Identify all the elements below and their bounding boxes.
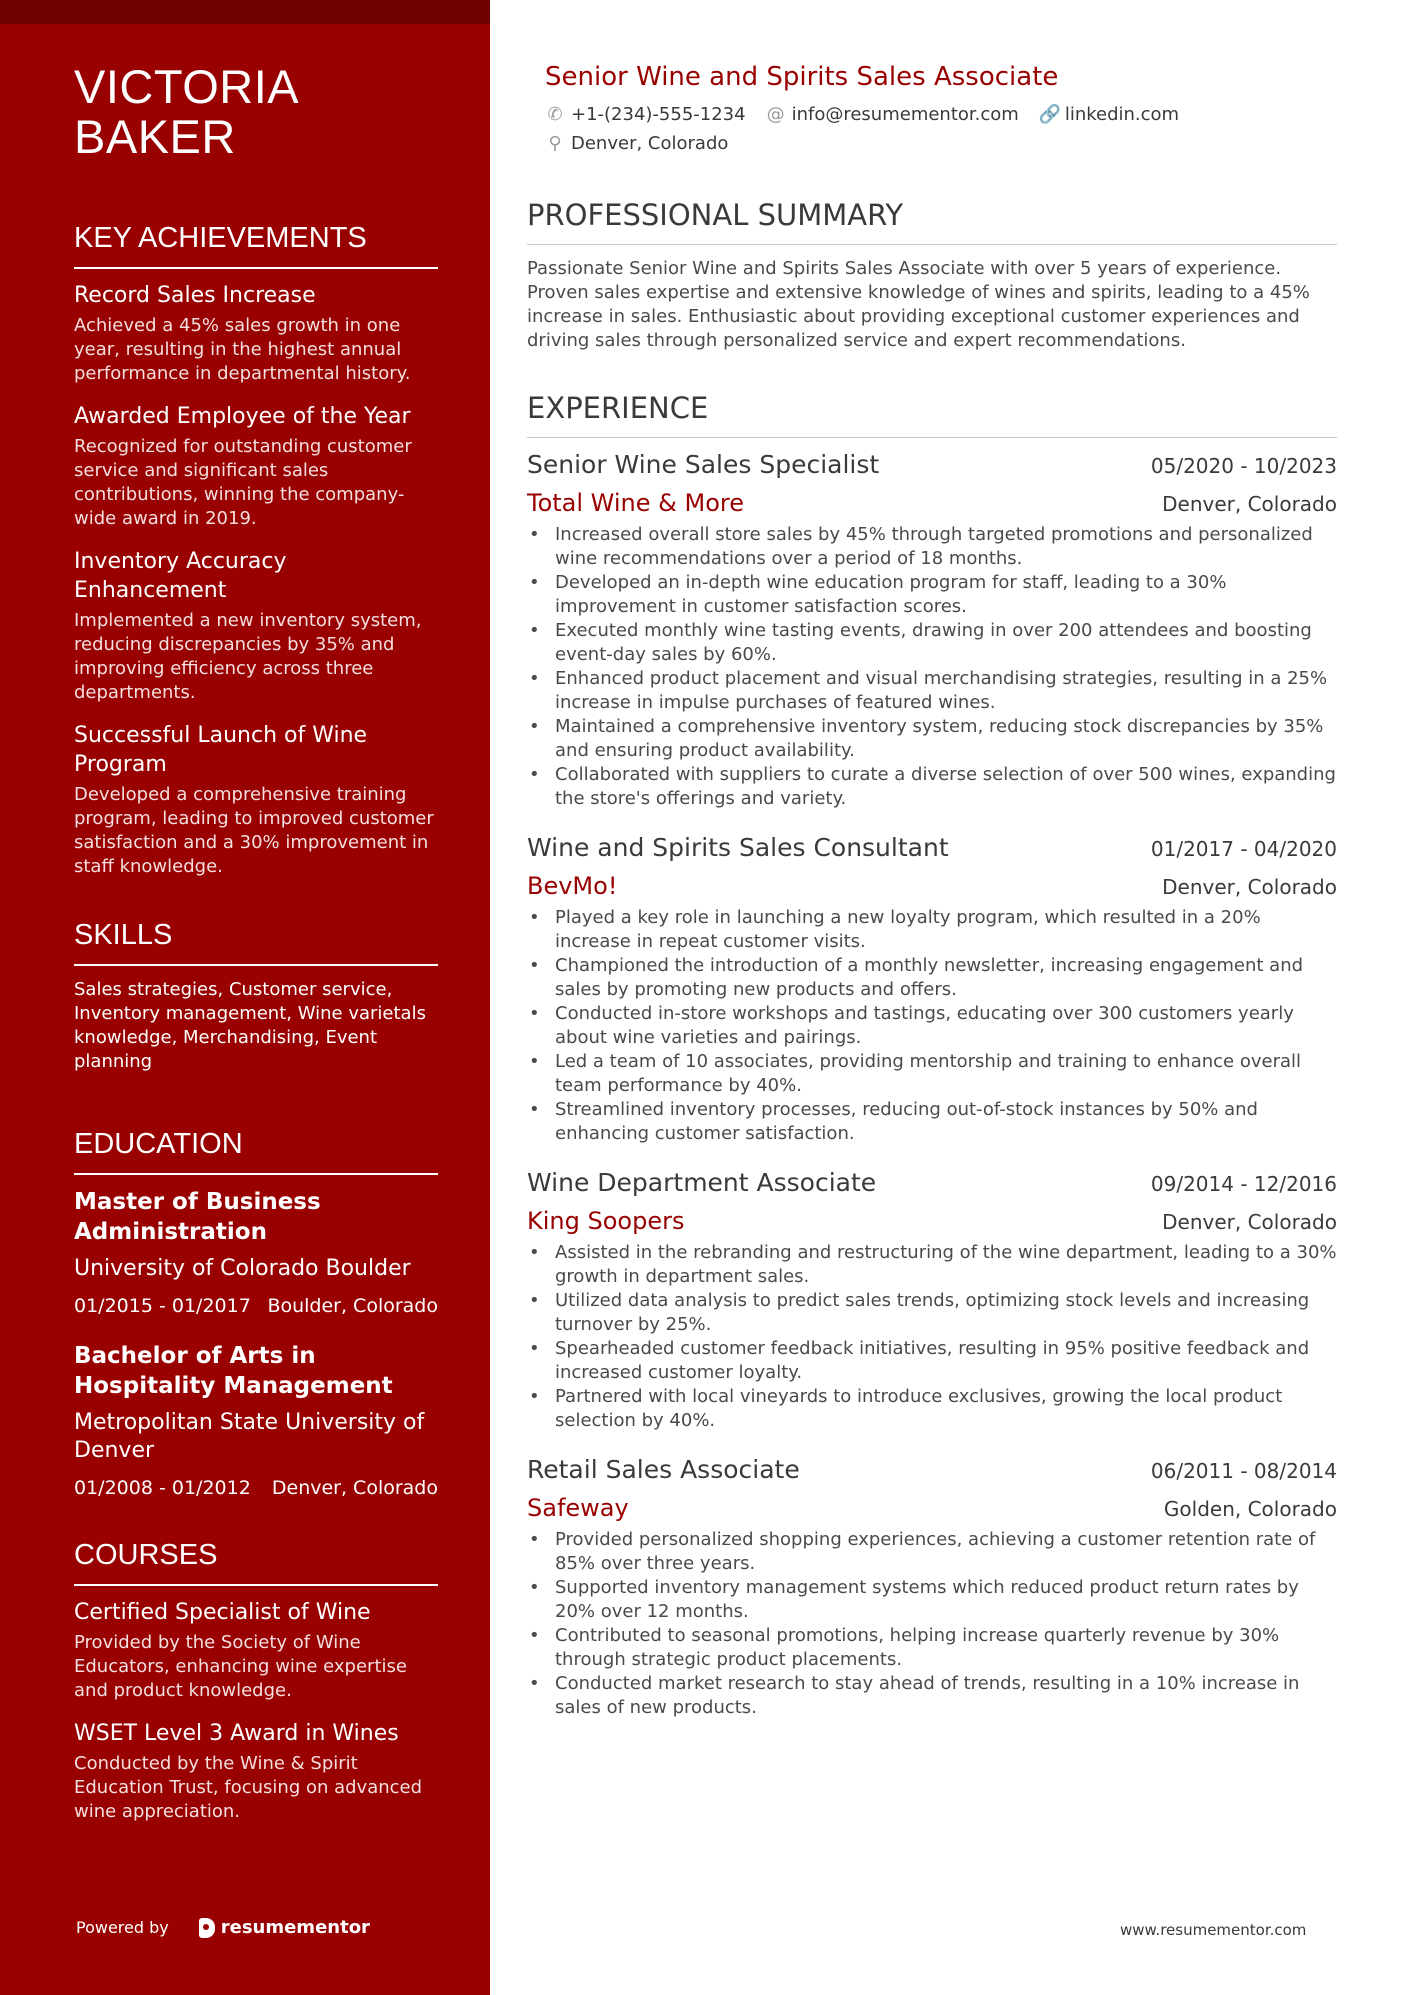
- job-bullet: • Increased overall store sales by 45% through targeted promotions and personalized wine recommendations over a period of 18 months.: [527, 523, 1337, 571]
- course-desc: Conducted by the Wine & Spirit Education Trust, focusing on advanced wine appreciation.: [74, 1753, 423, 1822]
- achievements-heading: KEY ACHIEVEMENTS: [74, 222, 438, 269]
- job-bullets: [527, 1241, 1337, 1433]
- sidebar: [0, 0, 490, 1995]
- linkedin-text: linkedin.com: [1064, 104, 1180, 125]
- achievement-desc: Achieved a 45% sales growth in one year, resulting in the highest annual performance in departmental history.: [74, 315, 411, 384]
- achievement-desc: Implemented a new inventory system, reducing discrepancies by 35% and improving efficiency across three departments.: [74, 610, 422, 703]
- job-role: Retail Sales Associate: [527, 1455, 800, 1484]
- edu-location: Denver, Colorado: [271, 1477, 438, 1499]
- footer-site-url[interactable]: www.resumementor.com: [1120, 1921, 1307, 1939]
- job-bullet: • Conducted market research to stay ahead of trends, resulting in a 10% increase in sales of new products.: [527, 1672, 1337, 1720]
- job-bullet: • Supported inventory management systems which reduced product return rates by 20% over 12 months.: [527, 1576, 1337, 1624]
- job-role: Wine and Spirits Sales Consultant: [527, 833, 949, 862]
- job-bullet: • Utilized data analysis to predict sales trends, optimizing stock levels and increasing turnover by 25%.: [527, 1289, 1337, 1337]
- job-bullet: • Partnered with local vineyards to introduce exclusives, growing the local product selection by 40%.: [527, 1385, 1337, 1433]
- main-content: [527, 62, 1337, 1742]
- education-heading: EDUCATION: [74, 1128, 438, 1175]
- linkedin-contact[interactable]: [1039, 104, 1179, 125]
- job-location: Denver, Colorado: [1162, 492, 1337, 516]
- job-bullet: • Played a key role in launching a new loyalty program, which resulted in a 20% increase in repeat customer visits.: [527, 906, 1337, 954]
- job-bullet: • Collaborated with suppliers to curate a diverse selection of over 500 wines, expanding the store's offerings and variety.: [527, 763, 1337, 811]
- job-dates: 09/2014 - 12/2016: [1150, 1172, 1337, 1196]
- education-item: [74, 1341, 438, 1499]
- job-bullets: [527, 1528, 1337, 1720]
- job-company: BevMo!: [527, 872, 618, 900]
- edu-location: Boulder, Colorado: [267, 1295, 438, 1317]
- edu-school: University of Colorado Boulder: [74, 1256, 411, 1281]
- candidate-name: [74, 62, 438, 162]
- job-bullet: • Executed monthly wine tasting events, drawing in over 200 attendees and boosting event-day sales by 60%.: [527, 619, 1337, 667]
- powered-by-label: Powered by: [76, 1918, 169, 1937]
- job-bullet: • Maintained a comprehensive inventory system, reducing stock discrepancies by 35% and ensuring product availability.: [527, 715, 1337, 763]
- achievement-title: Successful Launch of Wine Program: [74, 723, 368, 777]
- course-title: Certified Specialist of Wine: [74, 1600, 371, 1625]
- achievement-item: [74, 402, 438, 531]
- edu-degree: Bachelor of Arts in Hospitality Management: [74, 1343, 393, 1399]
- experience-section: [527, 391, 1337, 1720]
- phone-contact[interactable]: [545, 104, 746, 125]
- edu-meta: [74, 1477, 438, 1499]
- achievement-item: [74, 281, 438, 386]
- job-location: Denver, Colorado: [1162, 1210, 1337, 1234]
- edu-dates: 01/2008 - 01/2012: [74, 1477, 251, 1499]
- achievement-title: Inventory Accuracy Enhancement: [74, 549, 287, 603]
- summary-text: Passionate Senior Wine and Spirits Sales Associate with over 5 years of experience. Proven sales expertise and extensive knowledge of wines and spirits, leading to a 45% increase in sales. Enthusiastic about providing exceptional customer experiences and driving sales through personalized service and expert recommendations.: [527, 258, 1310, 351]
- job-entry: [527, 1168, 1337, 1433]
- job-bullet: • Developed an in-depth wine education program for staff, leading to a 30% improvement in customer satisfaction scores.: [527, 571, 1337, 619]
- achievement-item: [74, 547, 438, 705]
- job-company: Safeway: [527, 1494, 629, 1522]
- brand-logo-icon: [199, 1918, 215, 1938]
- courses-heading: COURSES: [74, 1539, 438, 1586]
- course-item: [74, 1719, 438, 1824]
- location-contact: [545, 133, 728, 154]
- brand-name: resumementor: [220, 1917, 370, 1938]
- job-company: Total Wine & More: [527, 489, 744, 517]
- job-dates: 05/2020 - 10/2023: [1150, 454, 1337, 478]
- achievement-desc: Recognized for outstanding customer service and significant sales contributions, winning the company-wide award in 2019.: [74, 436, 412, 529]
- achievement-title: Record Sales Increase: [74, 283, 316, 308]
- target-job-title: Senior Wine and Spirits Sales Associate: [545, 62, 1059, 92]
- job-entry: [527, 450, 1337, 811]
- sidebar-top-bar: [0, 0, 490, 24]
- job-dates: 01/2017 - 04/2020: [1150, 837, 1337, 861]
- skills-list: Sales strategies, Customer service, Inventory management, Wine varietals knowledge, Merchandising, Event planning: [74, 979, 426, 1072]
- edu-dates: 01/2015 - 01/2017: [74, 1295, 251, 1317]
- phone-icon: ✆: [547, 104, 563, 125]
- last-name: BAKER: [74, 110, 236, 163]
- location-row: [545, 133, 1337, 154]
- brand-logo[interactable]: [199, 1917, 370, 1938]
- email-contact[interactable]: [766, 104, 1019, 125]
- job-bullet: • Championed the introduction of a monthly newsletter, increasing engagement and sales by promoting new products and offers.: [527, 954, 1337, 1002]
- at-icon: @: [766, 104, 785, 125]
- summary-heading: PROFESSIONAL SUMMARY: [527, 198, 1337, 245]
- job-bullet: • Led a team of 10 associates, providing mentorship and training to enhance overall team performance by 40%.: [527, 1050, 1337, 1098]
- course-title: WSET Level 3 Award in Wines: [74, 1721, 399, 1746]
- job-role: Wine Department Associate: [527, 1168, 877, 1197]
- job-bullets: [527, 906, 1337, 1146]
- link-icon: 🔗: [1038, 104, 1062, 125]
- job-bullet: • Contributed to seasonal promotions, helping increase quarterly revenue by 30% through strategic product placements.: [527, 1624, 1337, 1672]
- education-item: [74, 1187, 438, 1317]
- job-bullet: • Streamlined inventory processes, reducing out-of-stock instances by 50% and enhancing customer satisfaction.: [527, 1098, 1337, 1146]
- job-entry: [527, 833, 1337, 1146]
- first-name: VICTORIA: [74, 60, 300, 113]
- job-location: Golden, Colorado: [1163, 1497, 1337, 1521]
- email-text: info@resumementor.com: [791, 104, 1019, 125]
- job-company: King Soopers: [527, 1207, 685, 1235]
- powered-by: [76, 1917, 370, 1938]
- skills-heading: SKILLS: [74, 919, 438, 966]
- map-pin-icon: ⚲: [548, 133, 562, 154]
- contact-row: [545, 104, 1337, 125]
- job-role: Senior Wine Sales Specialist: [527, 450, 880, 479]
- edu-degree: Master of Business Administration: [74, 1189, 321, 1245]
- achievement-desc: Developed a comprehensive training program, leading to improved customer satisfaction and a 30% improvement in staff knowledge.: [74, 784, 434, 877]
- education-section: [74, 1128, 438, 1499]
- edu-meta: [74, 1295, 438, 1317]
- achievement-item: [74, 721, 438, 879]
- job-bullets: [527, 523, 1337, 811]
- job-entry: [527, 1455, 1337, 1720]
- summary-section: [527, 198, 1337, 353]
- courses-section: [74, 1539, 438, 1824]
- edu-school: Metropolitan State University of Denver: [74, 1410, 425, 1463]
- job-bullet: • Provided personalized shopping experiences, achieving a customer retention rate of 85% over three years.: [527, 1528, 1337, 1576]
- location-text: Denver, Colorado: [571, 133, 729, 154]
- job-bullet: • Enhanced product placement and visual merchandising strategies, resulting in a 25% increase in impulse purchases of featured wines.: [527, 667, 1337, 715]
- achievements-section: [74, 222, 438, 879]
- course-desc: Provided by the Society of Wine Educators, enhancing wine expertise and product knowledge.: [74, 1632, 407, 1701]
- course-item: [74, 1598, 438, 1703]
- skills-section: [74, 919, 438, 1074]
- achievement-title: Awarded Employee of the Year: [74, 404, 411, 429]
- job-bullet: • Spearheaded customer feedback initiatives, resulting in 95% positive feedback and increased customer loyalty.: [527, 1337, 1337, 1385]
- job-location: Denver, Colorado: [1162, 875, 1337, 899]
- experience-heading: EXPERIENCE: [527, 391, 1337, 438]
- job-bullet: • Assisted in the rebranding and restructuring of the wine department, leading to a 30% growth in department sales.: [527, 1241, 1337, 1289]
- job-bullet: • Conducted in-store workshops and tastings, educating over 300 customers yearly about wine varieties and pairings.: [527, 1002, 1337, 1050]
- phone-text: +1-(234)-555-1234: [571, 104, 746, 125]
- job-dates: 06/2011 - 08/2014: [1150, 1459, 1337, 1483]
